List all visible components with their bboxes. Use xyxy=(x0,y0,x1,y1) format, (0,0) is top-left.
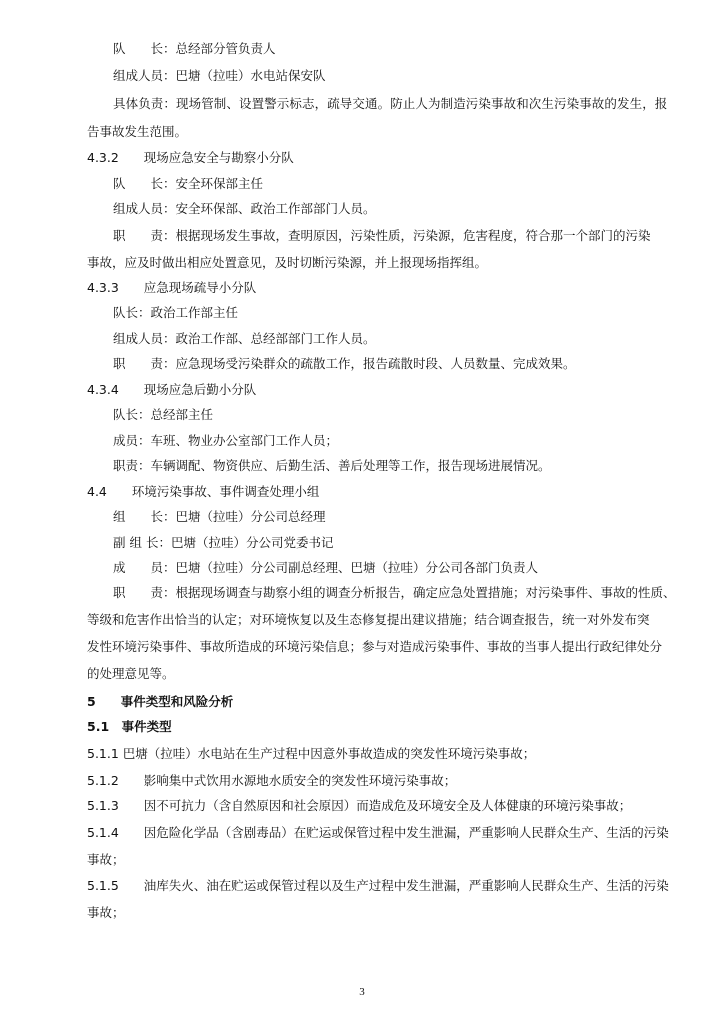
text-line: 成 员：巴塘（拉哇）分公司副总经理、巴塘（拉哇）分公司各部门负责人 xyxy=(113,560,539,575)
list-item: 5.1.5 油库失火、油在贮运或保管过程以及生产过程中发生泄漏，严重影响人民群众生产、生活的污染 xyxy=(87,878,669,893)
text-line: 等级和危害作出恰当的认定；对环境恢复以及生态修复提出建议措施；结合调查报告，统一对外发布突 xyxy=(87,612,650,627)
text-line: 副 组 长：巴塘（拉哇）分公司党委书记 xyxy=(113,535,334,550)
text-line: 成员：车班、物业办公室部门工作人员； xyxy=(113,433,339,448)
text-line: 事故； xyxy=(87,852,125,867)
section-heading-5-1: 5.1 事件类型 xyxy=(87,719,172,734)
text-line: 事故，应及时做出相应处置意见，及时切断污染源，并上报现场指挥组。 xyxy=(87,255,488,270)
section-heading-4-3-2: 4.3.2 现场应急安全与勘察小分队 xyxy=(87,150,294,165)
text-line: 职 责：根据现场发生事故，查明原因，污染性质，污染源，危害程度，符合那一个部门的污染 xyxy=(113,228,651,243)
text-line: 队长：总经部主任 xyxy=(113,407,214,422)
text-line: 具体负责：现场管制、设置警示标志，疏导交通。防止人为制造污染事故和次生污染事故的发生，报 xyxy=(113,96,668,111)
list-item: 5.1.2 影响集中式饮用水源地水质安全的突发性环境污染事故； xyxy=(87,773,457,788)
section-heading-4-4: 4.4 环境污染事故、事件调查处理小组 xyxy=(87,484,320,499)
text-line: 组 长：巴塘（拉哇）分公司总经理 xyxy=(113,509,326,524)
text-line: 组成人员：巴塘（拉哇）水电站保安队 xyxy=(113,68,326,83)
text-line: 队 长：安全环保部主任 xyxy=(113,176,264,191)
list-item: 5.1.4 因危险化学品（含剧毒品）在贮运或保管过程中发生泄漏，严重影响人民群众生产、生活的污染 xyxy=(87,825,669,840)
text-line: 组成人员：安全环保部、政治工作部部门人员。 xyxy=(113,201,376,216)
page-number: 3 xyxy=(359,986,365,998)
text-line: 的处理意见等。 xyxy=(87,666,175,681)
text-line: 职 责：应急现场受污染群众的疏散工作，报告疏散时段、人员数量、完成效果。 xyxy=(113,356,576,371)
text-line: 告事故发生范围。 xyxy=(87,124,188,139)
section-heading-5: 5 事件类型和风险分析 xyxy=(87,694,234,709)
text-line: 发性环境污染事件、事故所造成的环境污染信息；参与对造成污染事件、事故的当事人提出行政纪律处分 xyxy=(87,639,663,654)
list-item: 5.1.3 因不可抗力（含自然原因和社会原因）而造成危及环境安全及人体健康的环境污染事故； xyxy=(87,798,632,813)
text-line: 职责：车辆调配、物资供应、后勤生活、善后处理等工作，报告现场进展情况。 xyxy=(113,458,551,473)
text-line: 职 责：根据现场调查与勘察小组的调查分析报告，确定应急处置措施；对污染事件、事故的性质、 xyxy=(113,585,676,600)
list-item: 5.1.1 巴塘（拉哇）水电站在生产过程中因意外事故造成的突发性环境污染事故； xyxy=(87,746,536,761)
text-line: 事故； xyxy=(87,905,125,920)
section-heading-4-3-3: 4.3.3 应急现场疏导小分队 xyxy=(87,280,257,295)
text-line: 组成人员：政治工作部、总经部部门工作人员。 xyxy=(113,331,376,346)
text-line: 队 长：总经部分管负责人 xyxy=(113,41,276,56)
section-heading-4-3-4: 4.3.4 现场应急后勤小分队 xyxy=(87,382,257,397)
text-line: 队长：政治工作部主任 xyxy=(113,305,239,320)
